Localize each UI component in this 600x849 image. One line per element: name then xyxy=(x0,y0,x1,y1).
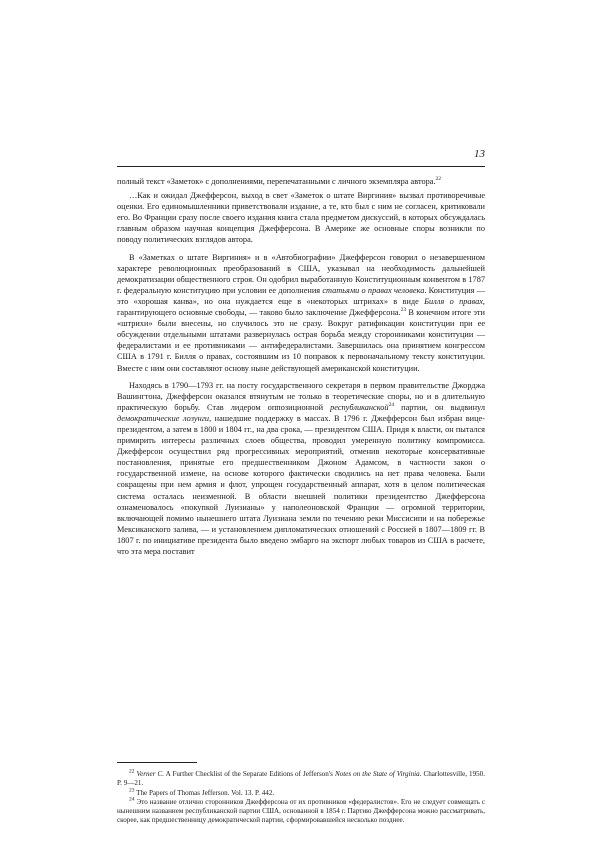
paragraph-2-text: …Как и ожидал Джефферсон, выход в свет «Заметок о штате Виргиния» вызвал противоречивые оценки. Его единомышленники приветствовали издание, а те, кто был с ним не согласен, критиковали его. Во Франции сразу после своего издания книга стала предметом дискуссий, в которых обсуждалась главным образом научная концепция Джефферсона. В Америке же основные споры возникли по поводу политических взглядов автора. xyxy=(117,191,485,245)
footnote-22-italic-title: Notes on the State of Virginia xyxy=(334,770,420,778)
footnote-22-text-b: A Further Checklist of the Separate Editions of Jefferson's xyxy=(164,770,335,778)
paragraph-1-text: полный текст «Заметок» с дополнениями, перепечатанными с личного экземпляра автора. xyxy=(117,177,436,186)
paragraph-3-text-b: . Конституция — это «хорошая канва», но она нуждается еще в «некоторых штрихах» в виде xyxy=(117,285,486,306)
header-rule xyxy=(117,166,485,167)
paragraph-2 xyxy=(117,190,485,245)
paragraph-3-italic-2: Билля о правах xyxy=(424,296,483,306)
footnote-22-number: 22 xyxy=(129,768,135,775)
footnote-22-author: Verner C. xyxy=(134,770,165,778)
footnote-rule xyxy=(117,762,197,763)
body-text xyxy=(117,176,485,557)
paragraph-3-italic-1: статьями о правах человека xyxy=(322,285,425,295)
footnote-24-number: 24 xyxy=(129,796,135,803)
footnote-22-text-c: . Charlottesville, 1950. P. 9—21. xyxy=(117,770,486,788)
paragraph-3-text-d: В конечном итоге эти «штрихи» были внесены, но случилось это не сразу. Вокруг ратификации конституции при ее обсуждении отдельными штатами развернулась острая борьба между сторонниками конституции — федералистами и ее противниками — антифедералистами. Завершилась она принятием конгрессом США в 1791 г. Билля о правах, состоявшим из 10 поправок к первоначальному тексту конституции. Вместе с ним они составляют основу ныне действующей американской конституции. xyxy=(117,308,485,373)
paragraph-4-italic-2: демократические лозунги xyxy=(117,413,210,423)
paragraph-3 xyxy=(117,252,485,374)
footnote-23-number: 23 xyxy=(129,787,135,794)
paragraph-4-text-c: , нашедшие поддержку в массах. В 1796 г. Джефферсон был избран вице-президентом, а затем в 1800 и 1804 гг., на два срока, — президентом США. Придя к власти, он пытался примирить интересы различных слоев общества, проводил умеренную политику компромисса. Джефферсон осуществил ряд прогрессивных мероприятий, отменив некоторые консервативные постановления, принятые его предшественником Джоном Адамсом, в частности закон о государственной измене, на основе которого фактически сводились на нет права человека. Были сокращены при нем армия и флот, упрощен государственный аппарат, хотя в целом политическая система осталась неизменной. В области внешней политики президентство Джефферсона ознаменовалось «покупкой Луизианы» у наполеоновской Франции — огромной территории, включающей помимо нынешнего штата Луизиана земли по течению реки Миссисипи и на побережье Мексиканского залива, — и установлением дипломатических отношений с Россией в 1807—1809 гг. В 1807 г. по инициативе президента было введено эмбарго на экспорт любых товаров из США в расчете, что эта мера поставит xyxy=(117,413,485,556)
paragraph-3-text-c: , гарантирующего основные свободы, — таково было заключение Джефферсона. xyxy=(117,296,485,318)
footnotes xyxy=(117,770,485,826)
footnote-ref-24: 24 xyxy=(388,402,395,409)
page-number: 13 xyxy=(474,148,485,160)
paragraph-4-italic-1: республиканской xyxy=(330,402,389,412)
paragraph-3-text-a: В «Заметках о штате Виргиния» и в «Автобиографии» Джефферсон говорил о незавершенном характере революционных преобразований в США, указывал на необходимость дальнейшей демократизации общественного строя. Он одобрил выработанную Конституционным конвентом в 1787 г. федеральную конституцию при условии ее дополнения xyxy=(117,252,485,295)
footnote-24 xyxy=(117,798,485,826)
footnote-23 xyxy=(117,789,485,798)
footnote-24-text: Это название отлично сторонников Джефферсона от их противников «федералистов». Его не следует совмещать с нынешним названием республиканской партии США, основанной в 1854 г. Партию Джефферсона можно рассматривать, скорее, как предшественницу демократической партии, сформировавшейся несколько позднее. xyxy=(117,797,485,825)
footnote-ref-23: 23 xyxy=(400,307,407,314)
footnote-22 xyxy=(117,770,485,789)
paragraph-4-text-b: партии, он выдвинул xyxy=(394,402,485,412)
paragraph-4-text-a: Находясь в 1790—1793 гг. на посту государственного секретаря в первом правительстве Джорджа Вашингтона, Джефферсон оказался втянутым не только в теоретические споры, но и в длительную практическую борьбу. Став лидером оппозиционной xyxy=(117,380,485,412)
paragraph-1 xyxy=(117,176,485,187)
footnote-ref-22: 22 xyxy=(435,176,442,183)
footnote-23-text: The Papers of Thomas Jefferson. Vol. 13. P. 442. xyxy=(134,788,275,797)
paragraph-4 xyxy=(117,380,485,558)
